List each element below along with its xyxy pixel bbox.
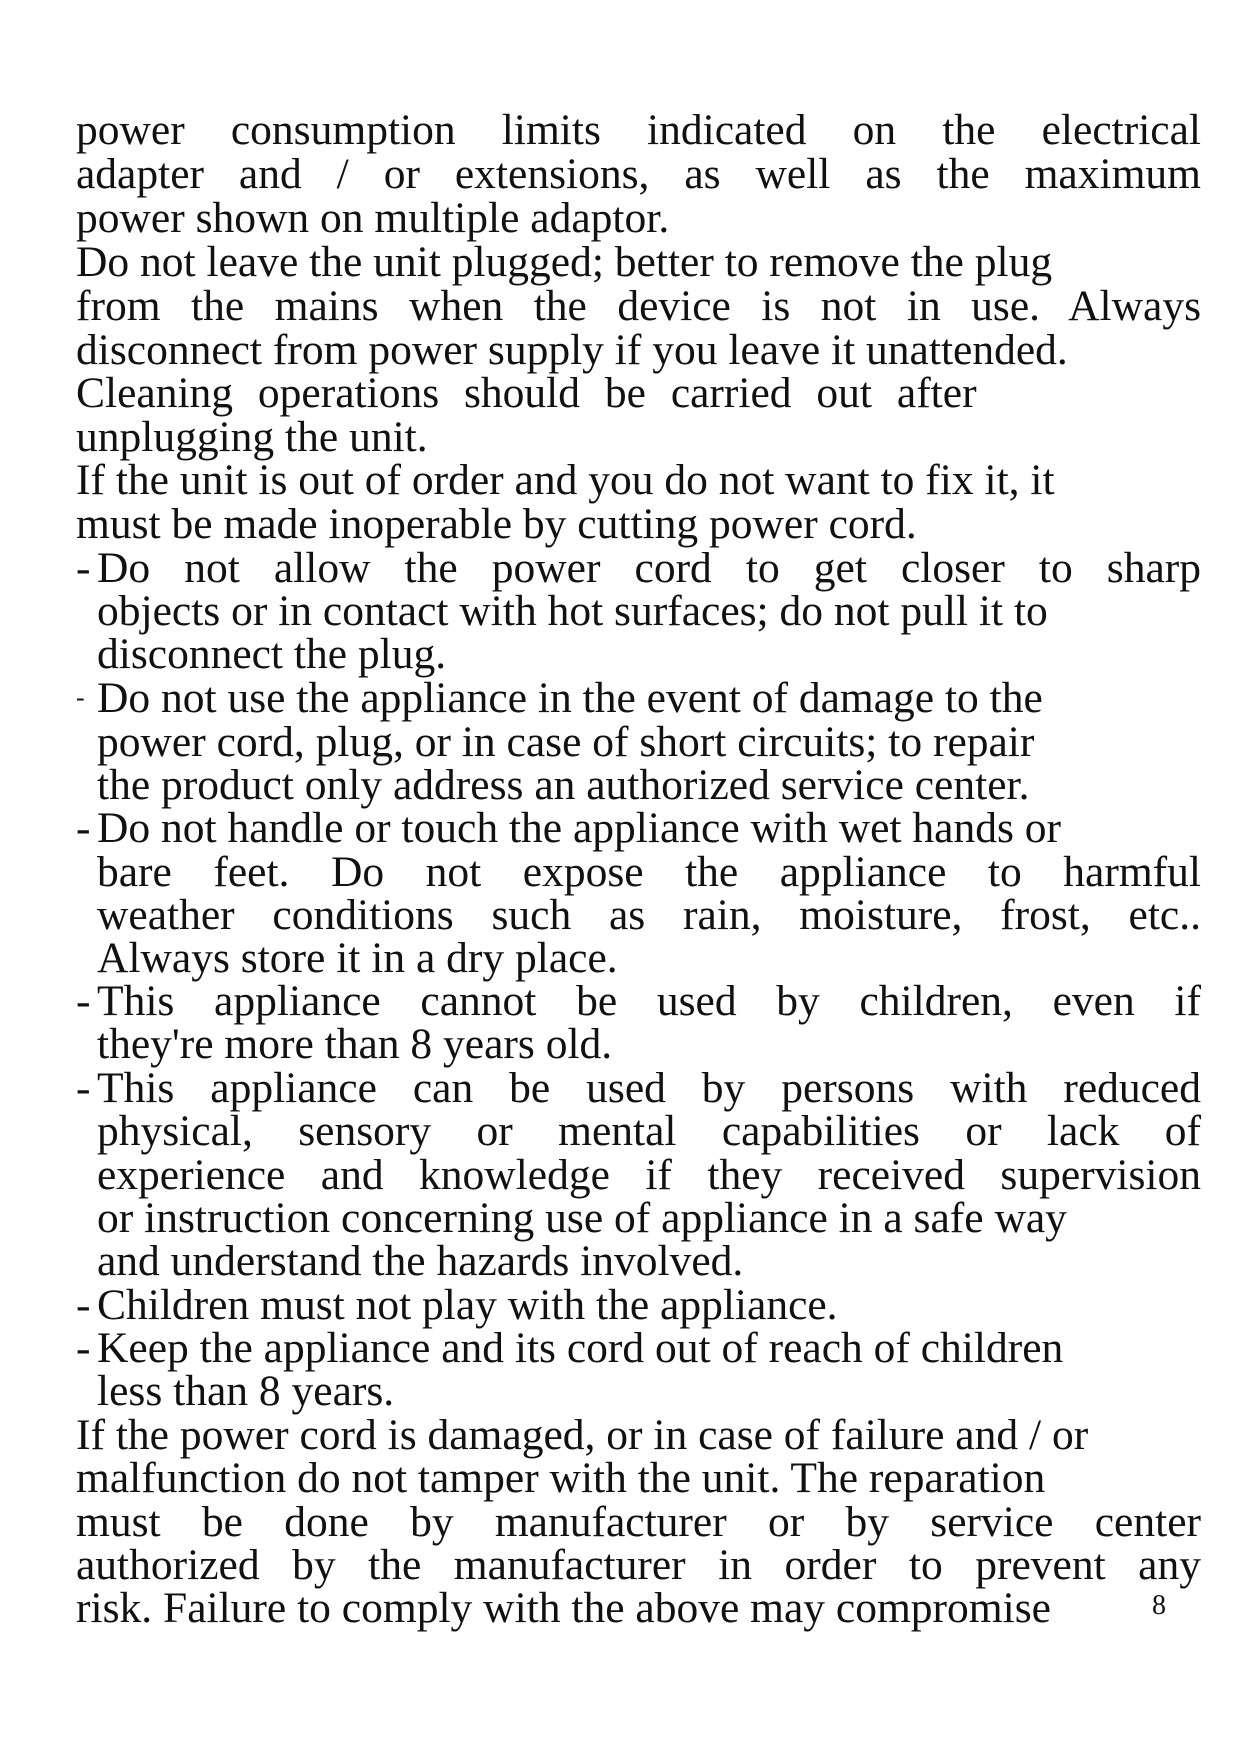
bullet-dash: - [76, 544, 91, 592]
text-line: If the power cord is damaged, or in case of failure and / or [76, 1411, 1089, 1459]
text-line: If the unit is out of order and you do not want to fix it, it [76, 456, 1055, 504]
bullet-dash: - [76, 977, 91, 1025]
bullet-dash: - [76, 804, 91, 852]
list-item-text: power cord, plug, or in case of short circuits; to repair [97, 718, 1035, 766]
text-line: unplugging the unit. [76, 413, 428, 461]
page-number: 8 [1152, 1590, 1166, 1621]
text-line: power shown on multiple adaptor. [76, 194, 670, 242]
text-line: malfunction do not tamper with the unit. The reparation [76, 1454, 1046, 1502]
list-item-text: they're more than 8 years old. [97, 1020, 613, 1068]
text-line: from the mains when the device is not in use. Always [76, 282, 1201, 330]
text-line: must be done by manufacturer or by service center [76, 1498, 1201, 1546]
text-line: risk. Failure to comply with the above may compromise [76, 1584, 1051, 1632]
list-item-text: This appliance cannot be used by children, even if [97, 977, 1201, 1025]
text-line: must be made inoperable by cutting power cord. [76, 500, 917, 548]
list-item-text: physical, sensory or mental capabilities or lack of [97, 1107, 1201, 1155]
text-line: adapter and / or extensions, as well as the maximum [76, 150, 1201, 198]
list-item-text: This appliance can be used by persons with reduced [97, 1064, 1201, 1112]
text-line: disconnect from power supply if you leave it unattended. [76, 326, 1068, 374]
list-item-text: Keep the appliance and its cord out of reach of children [97, 1324, 1064, 1372]
text-line: Cleaning operations should be carried out after [76, 369, 977, 417]
list-item-text: the product only address an authorized service center. [97, 761, 1030, 809]
text-line: power consumption limits indicated on the electrical [76, 106, 1201, 154]
list-item-text: bare feet. Do not expose the appliance to harmful [97, 848, 1201, 896]
list-item-text: Do not handle or touch the appliance with wet hands or [97, 804, 1061, 852]
list-item-text: and understand the hazards involved. [97, 1237, 744, 1285]
list-item-text: objects or in contact with hot surfaces; do not pull it to [97, 587, 1048, 635]
list-item-text: Always store it in a dry place. [97, 934, 618, 982]
list-item-text: or instruction concerning use of appliance in a safe way [97, 1194, 1067, 1242]
bullet-dash: - [76, 1064, 91, 1112]
list-item-text: Do not use the appliance in the event of damage to the [97, 674, 1043, 722]
list-item-text: disconnect the plug. [97, 630, 447, 678]
list-item-text: weather conditions such as rain, moisture, frost, etc.. [97, 891, 1201, 939]
bullet-dash: - [76, 1324, 91, 1372]
text-line: authorized by the manufacturer in order to prevent any [76, 1541, 1201, 1589]
list-item-text: Do not allow the power cord to get closer to sharp [97, 544, 1201, 592]
bullet-dash: - [76, 1281, 91, 1329]
bullet-dash: - [76, 683, 85, 712]
text-line: Do not leave the unit plugged; better to remove the plug [76, 238, 1053, 286]
list-item-text: less than 8 years. [97, 1367, 395, 1415]
list-item-text: experience and knowledge if they received supervision [97, 1151, 1201, 1199]
list-item-text: Children must not play with the appliance. [97, 1281, 838, 1329]
